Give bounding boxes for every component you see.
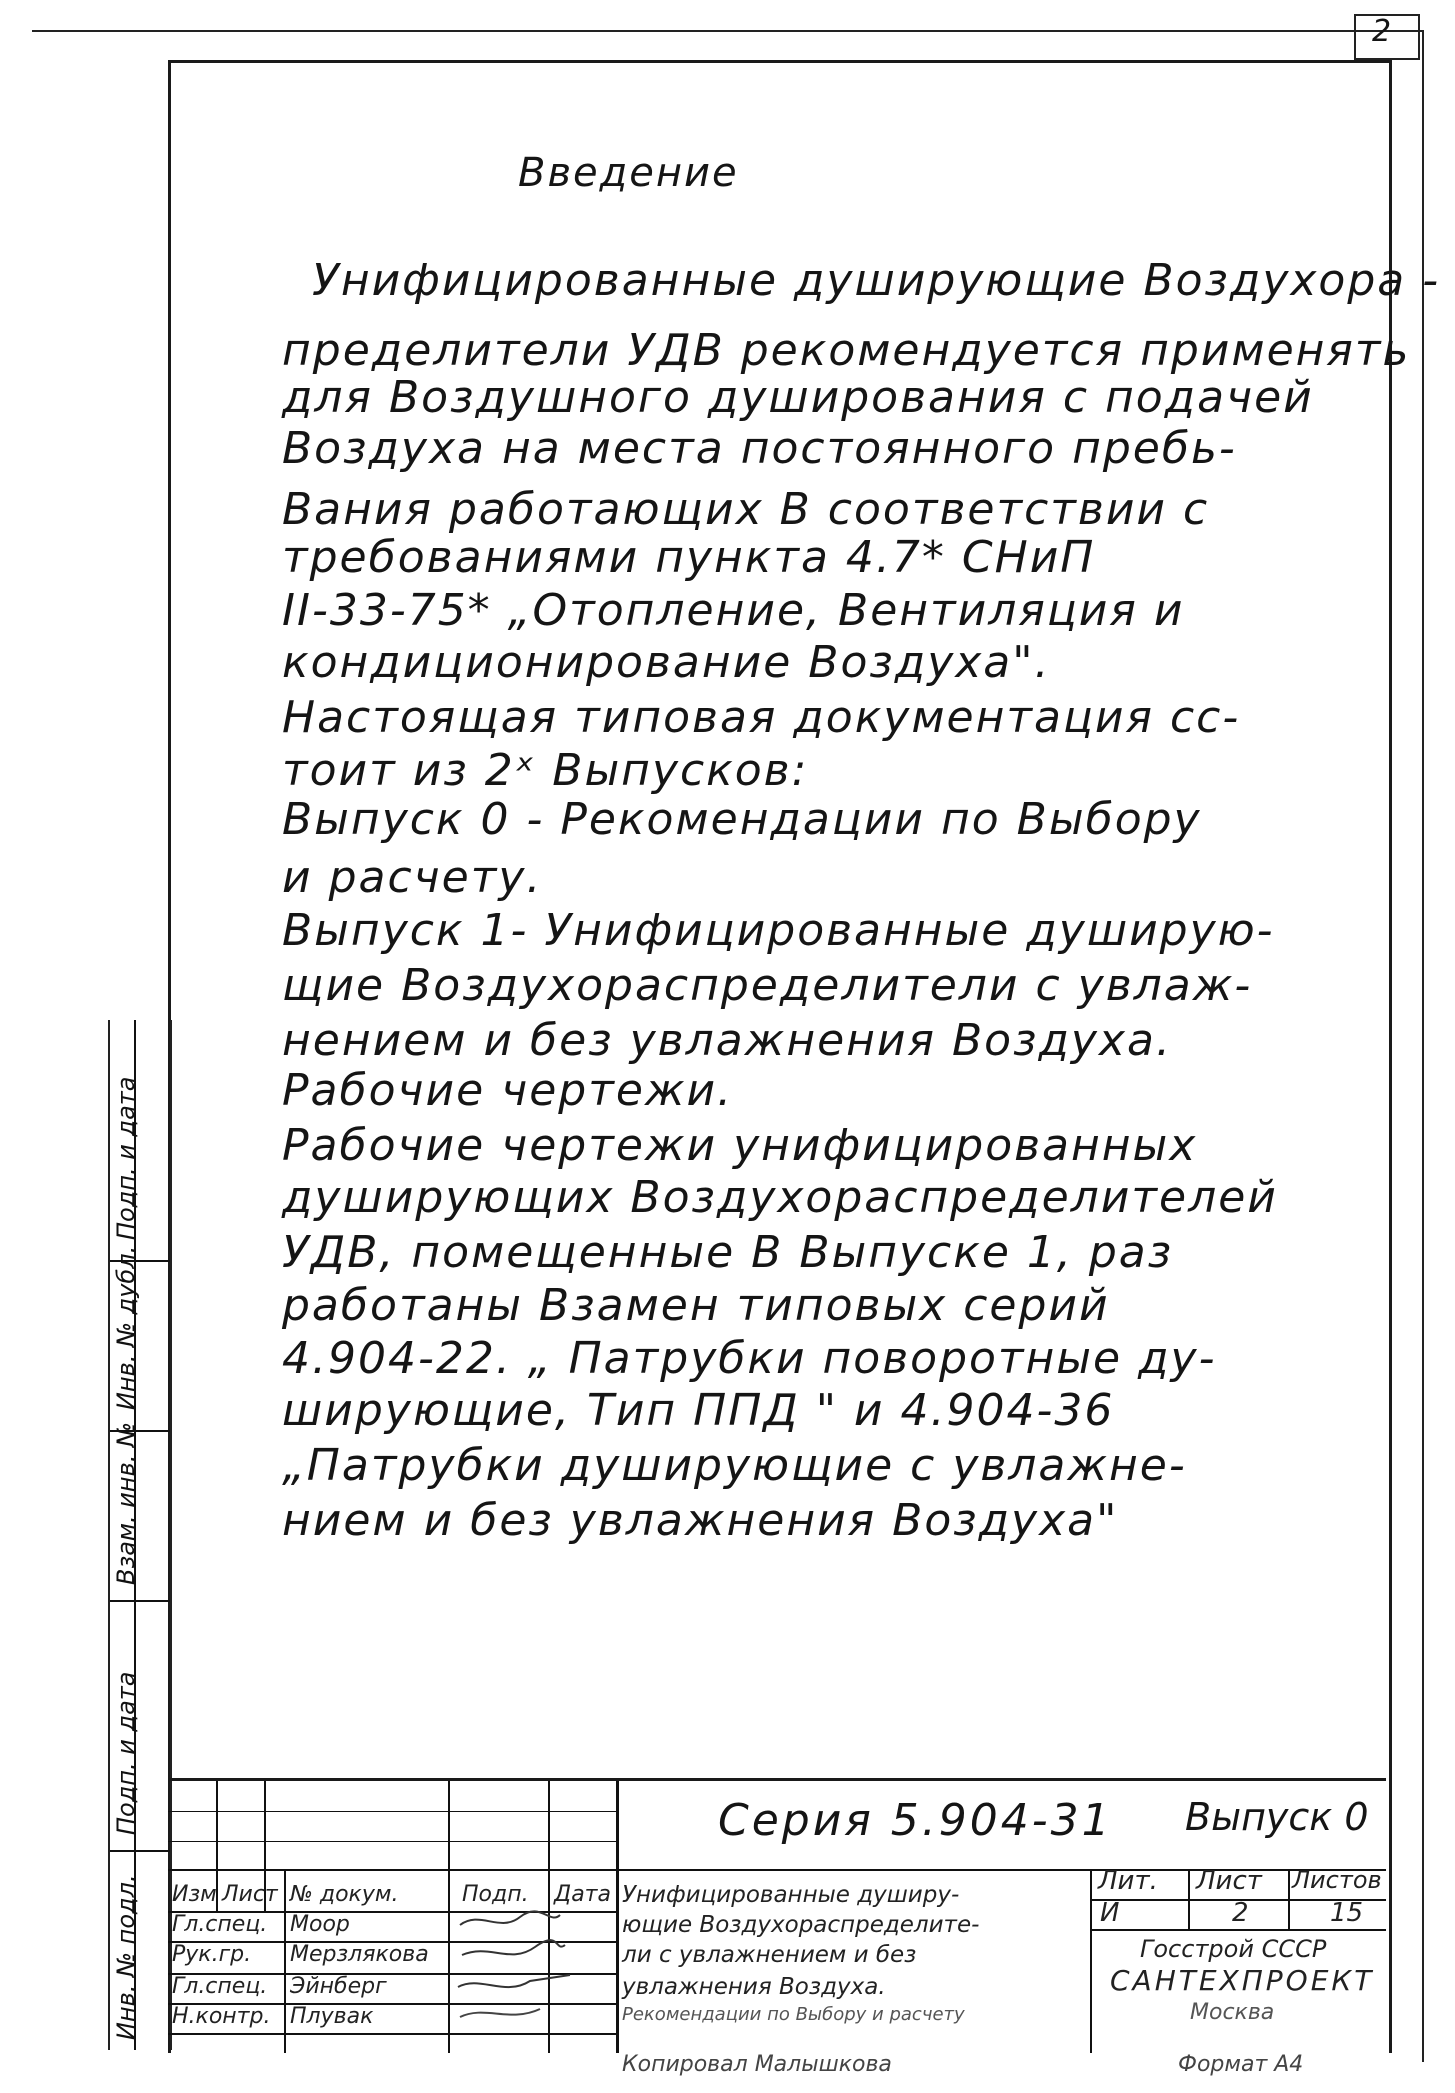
doc-title-3: ли с увлажнением и без: [622, 1942, 917, 1968]
body-line: работаны Взамен типовых серий: [282, 1280, 1110, 1331]
doc-title-2: ющие Воздухораспределите-: [622, 1912, 980, 1938]
format-label: Формат А4: [1178, 2052, 1304, 2077]
body-line: Рабочие чертежи.: [282, 1065, 734, 1116]
stamp-sign-date-1: Подп. и дата: [112, 1076, 140, 1240]
body-line: Рабочие чертежи унифицированных: [282, 1120, 1198, 1171]
stamp-inv-podl: Инв. № подл.: [112, 1874, 140, 2040]
body-line: Настоящая типовая документация сс-: [282, 692, 1241, 743]
doc-title-5: Рекомендации по Выбору и расчету: [622, 2004, 965, 2025]
col-header-podp: Подп.: [462, 1882, 529, 1907]
body-line: Унифицированные душирующие Воздухора -: [312, 255, 1441, 306]
role-4: Н.контр.: [172, 2004, 271, 2029]
body-line: тоит из 2ˣ Выпусков:: [282, 745, 809, 796]
stamp-inv-dubl: Инв. № дубл.: [112, 1245, 140, 1410]
doc-title-1: Унифицированные душиру-: [622, 1882, 960, 1908]
lit-label: Лит.: [1098, 1866, 1158, 1896]
role-3: Гл.спец.: [172, 1974, 268, 1999]
sheets-label: Листов: [1292, 1866, 1382, 1894]
body-line: нием и без увлажнения Воздуха": [282, 1495, 1119, 1546]
org-line-1: Госстрой СССР: [1140, 1935, 1327, 1963]
copied-by: Копировал Малышкова: [622, 2052, 892, 2077]
body-line: II-33-75* „Отопление, Вентиляция и: [282, 585, 1185, 636]
page-heading: Введение: [518, 150, 739, 196]
col-header-ndoc: № докум.: [290, 1882, 399, 1907]
body-line: кондиционирование Воздуха".: [282, 637, 1051, 688]
body-line: 4.904-22. „ Патрубки поворотные ду-: [282, 1333, 1217, 1384]
body-line: Выпуск 0 - Рекомендации по Выбору: [282, 794, 1202, 845]
doc-title-4: увлажнения Воздуха.: [622, 1974, 886, 2000]
series-label: Серия 5.904-31: [718, 1795, 1113, 1846]
body-line: для Воздушного душирования с подачей: [282, 372, 1314, 423]
name-4: Плувак: [290, 2004, 374, 2029]
name-3: Эйнберг: [290, 1974, 387, 1999]
stamp-vzam-inv: Взам. инв. №: [112, 1422, 140, 1585]
body-line: Выпуск 1- Унифицированные душирую-: [282, 905, 1275, 956]
col-header-list: Лист: [222, 1882, 278, 1907]
sheet-value: 2: [1232, 1898, 1249, 1928]
name-2: Мерзлякова: [290, 1942, 429, 1967]
body-line: пределители УДВ рекомендуется применять: [282, 325, 1411, 376]
stamp-sign-date-2: Подп. и дата: [112, 1671, 140, 1835]
issue-label: Выпуск 0: [1185, 1795, 1369, 1839]
body-line: нением и без увлажнения Воздуха.: [282, 1015, 1172, 1066]
body-line: душирующих Воздухораспределителей: [282, 1172, 1278, 1223]
name-1: Моор: [290, 1912, 350, 1937]
page-number: 2: [1372, 14, 1392, 49]
signatures: [450, 1905, 610, 2045]
sheets-value: 15: [1330, 1898, 1364, 1928]
body-line: щие Воздухораспределители с увлаж-: [282, 960, 1253, 1011]
lit-value: И: [1100, 1898, 1120, 1928]
body-line: требованиями пункта 4.7* СНиП: [282, 532, 1096, 583]
org-line-3: Москва: [1190, 2000, 1275, 2025]
body-line: „Патрубки душирующие с увлажне-: [282, 1440, 1187, 1491]
sheet-label: Лист: [1196, 1866, 1262, 1896]
col-header-data: Дата: [554, 1882, 611, 1907]
body-line: ширующие, Тип ППД " и 4.904-36: [282, 1385, 1115, 1436]
body-line: Воздуха на места постоянного пребь-: [282, 423, 1237, 474]
body-line: УДВ, помещенные В Выпуске 1, раз: [282, 1227, 1174, 1278]
org-line-2: САНТЕХПРОЕКТ: [1110, 1964, 1375, 1997]
role-2: Рук.гр.: [172, 1942, 252, 1967]
col-header-izm: Изм: [172, 1882, 217, 1907]
role-1: Гл.спец.: [172, 1912, 268, 1937]
body-line: и расчету.: [282, 852, 543, 903]
body-line: Вания работающих В соответствии с: [282, 484, 1210, 535]
